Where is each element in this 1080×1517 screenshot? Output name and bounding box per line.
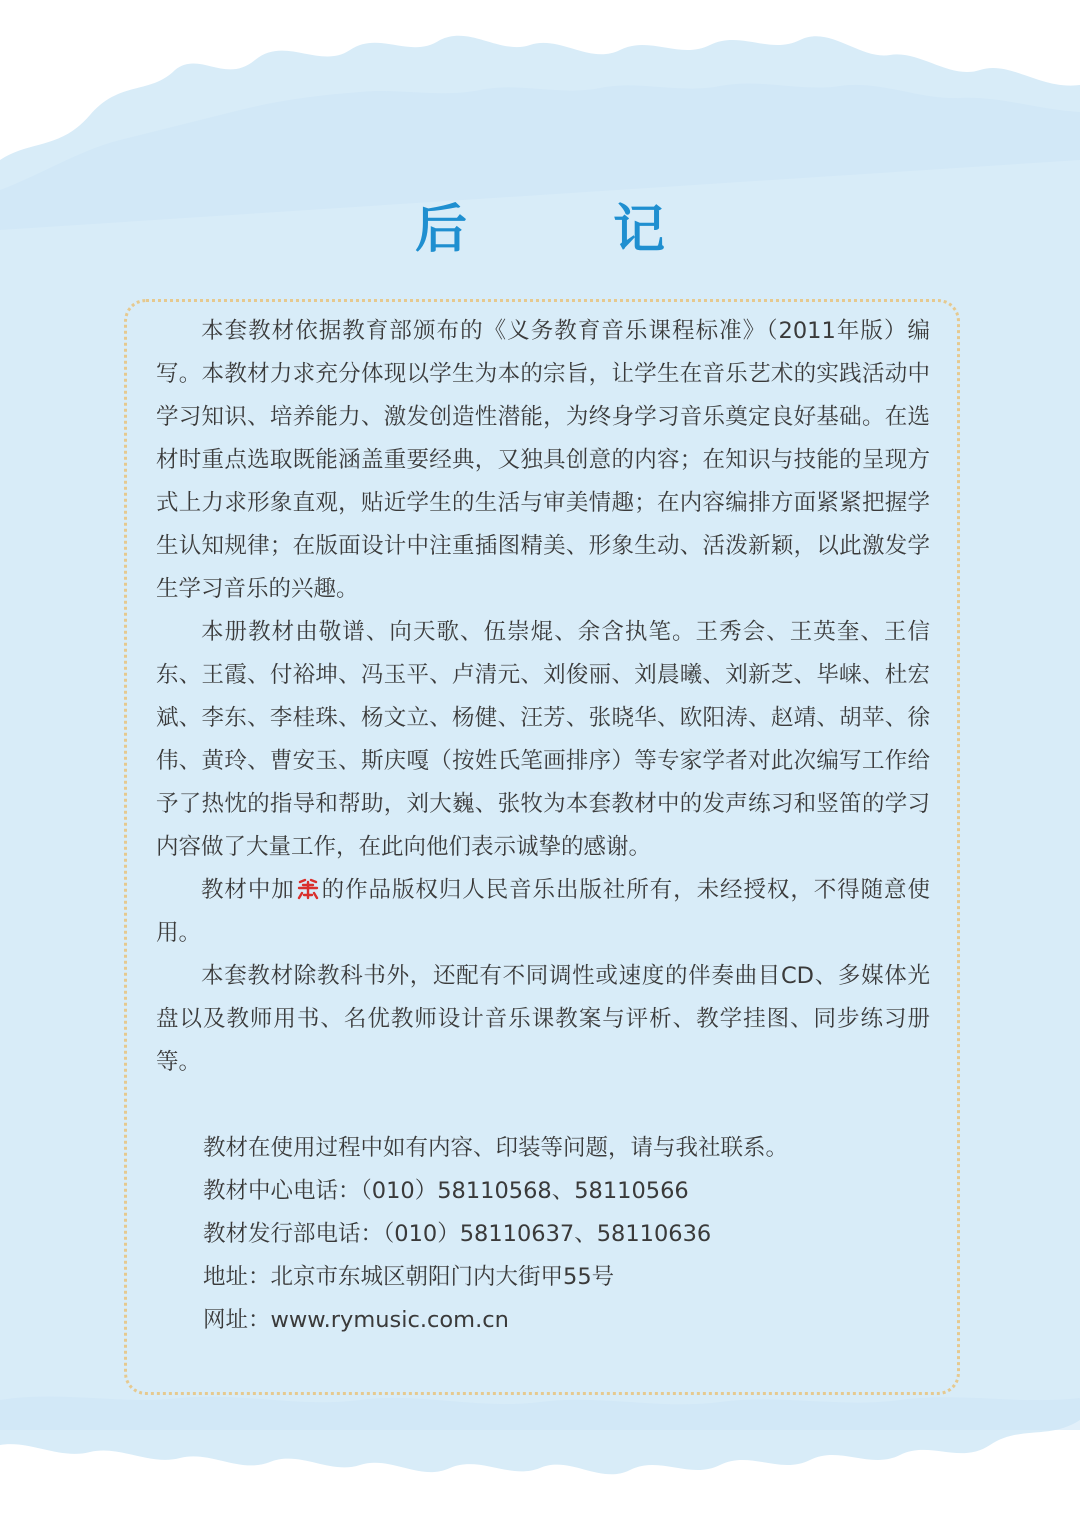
copyright-mark-icon (296, 878, 320, 900)
contact-website: 网址：www.rymusic.com.cn (203, 1307, 509, 1333)
contact-address: 地址：北京市东城区朝阳门内大街甲55号 (203, 1264, 615, 1290)
paragraph-supplement: 本套教材除教科书外，还配有不同调性或速度的伴奏曲目CD、多媒体光盘以及教师用书、名优教师设计音乐课教案与评析、教学挂图、同步练习册等。 (156, 963, 930, 1075)
paragraph-copyright (156, 869, 930, 955)
copyright-text-before: 教材中加 (201, 877, 295, 903)
contact-center-phone: 教材中心电话：（010）58110568、58110566 (203, 1178, 689, 1204)
contact-notice: 教材在使用过程中如有内容、印装等问题，请与我社联系。 (203, 1135, 789, 1161)
page-title: 后 记 (414, 200, 730, 260)
paragraph-acknowledgements: 本册教材由敬谱、向天歌、伍崇焜、余含执笔。王秀会、王英奎、王信东、王霞、付裕坤、冯玉平、卢清元、刘俊丽、刘晨曦、刘新芝、毕崃、杜宏斌、李东、李桂珠、杨文立、杨健、汪芳、张晓华、欧阳涛、赵靖、胡苹、徐伟、黄玲、曹安玉、斯庆嘎（按姓氏笔画排序）等专家学者对此次编写工作给予了热忱的指导和帮助，刘大巍、张牧为本套教材中的发声练习和竖笛的学习内容做了大量工作，在此向他们表示诚挚的感谢。 (156, 619, 930, 860)
copyright-text-after: 的作品版权归人民音乐出版社所有，未经授权，不得随意使用。 (156, 877, 930, 946)
contact-distribution-phone: 教材发行部电话：（010）58110637、58110636 (203, 1221, 712, 1247)
contact-block (156, 1127, 930, 1342)
afterword-body (156, 310, 930, 1342)
paragraph-curriculum: 本套教材依据教育部颁布的《义务教育音乐课程标准》（2011年版）编写。本教材力求充分体现以学生为本的宗旨，让学生在音乐艺术的实践活动中学习知识、培养能力、激发创造性潜能，为终身学习音乐奠定良好基础。在选材时重点选取既能涵盖重要经典，又独具创意的内容；在知识与技能的呈现方式上力求形象直观，贴近学生的生活与审美情趣；在内容编排方面紧紧把握学生认知规律；在版面设计中注重插图精美、形象生动、活泼新颖，以此激发学生学习音乐的兴趣。 (156, 318, 930, 602)
